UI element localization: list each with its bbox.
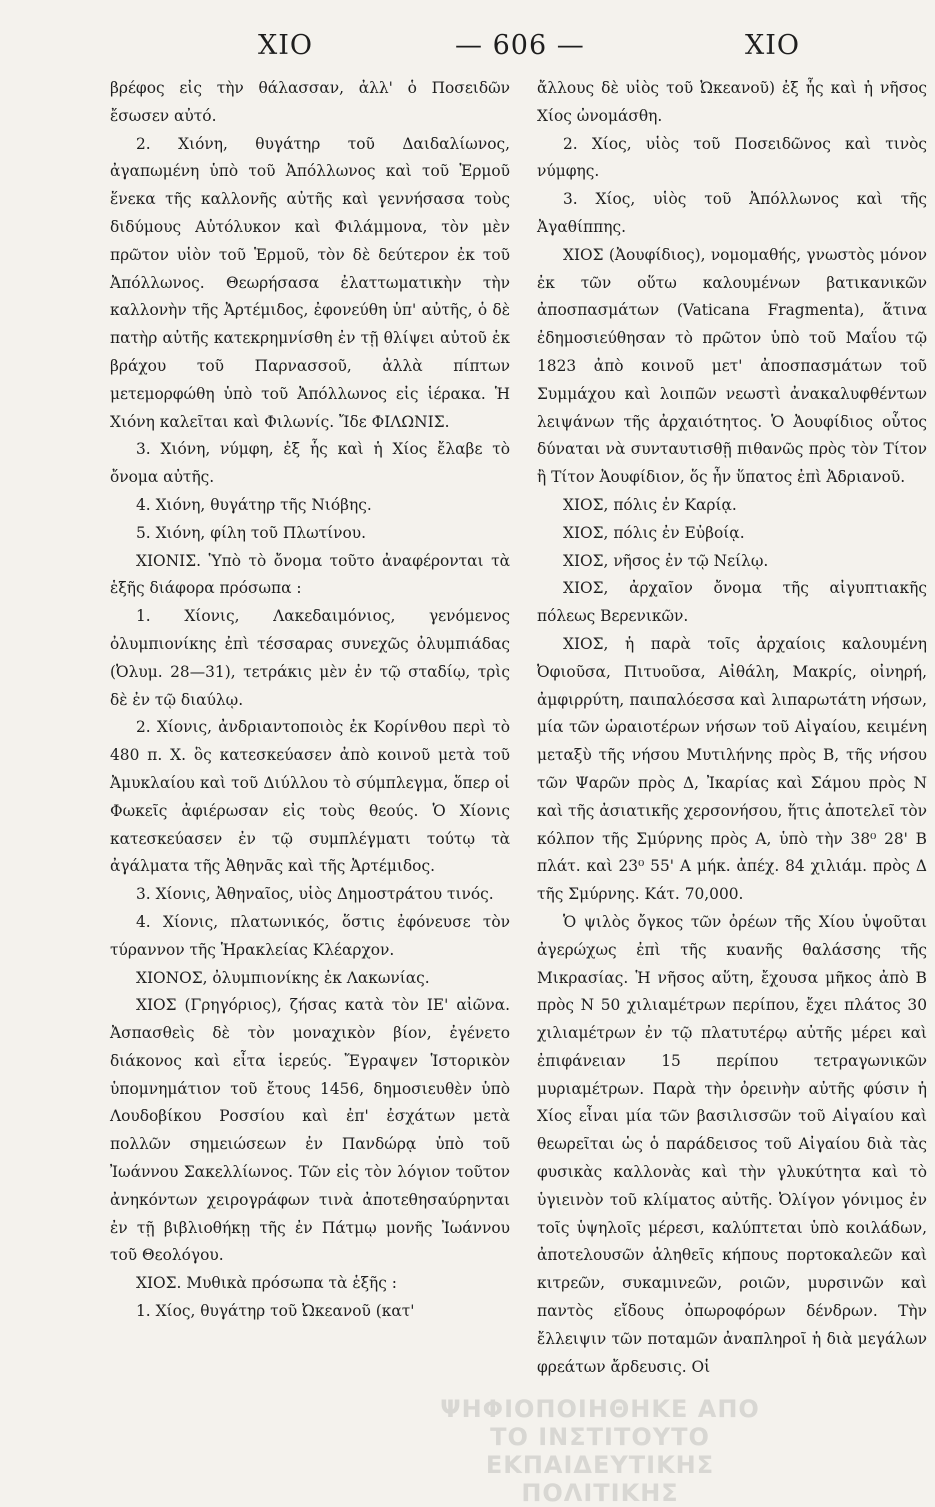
entry-chionis-2: 2. Χίονις, ἀνδριαντοποιὸς ἐκ Κορίνθου περὶ τὸ 480 π. Χ. ὃς κατεσκεύασεν ἀπὸ κοινοῦ μετὰ τοῦ Ἀμυκλαίου καὶ τοῦ Διύλλου τὸ σύμπλεγμα, ὅπερ οἱ Φωκεῖς ἀφιέρωσαν εἰς τοὺς θεούς. Ὁ Χίονις κατεσκεύασεν ἐν τῷ συμπλέγματι τούτῳ τὰ ἀγάλματα τῆς Ἀθηνᾶς καὶ τῆς Ἀρτέμιδος. [110, 718, 510, 876]
entry-chios-2: 2. Χίος, υἱὸς τοῦ Ποσειδῶνος καὶ τινὸς νύμφης. [537, 134, 927, 181]
entry-chios-island-description: Ὁ ψιλὸς ὄγκος τῶν ὀρέων τῆς Χίου ὑψοῦται ἀγερώχως ἐπὶ τῆς κυανῆς θαλάσσης τῆς Μικρασίας. Ἡ νῆσος αὕτη, ἔχουσα μῆκος ἀπὸ Β πρὸς Ν 50 χιλιαμέτρων περίπου, ἔχει πλάτος 30 χιλιαμέτρων ἐν τῷ πλατυτέρῳ αὐτῆς μέρει καὶ ἐπιφάνειαν 15 περίπου τετραγωνικῶν μυριαμέτρων. Παρὰ τὴν ὀρεινὴν αὐτῆς φύσιν ἡ Χίος εἶναι μία τῶν βασιλισσῶν τοῦ Αἰγαίου καὶ θεωρεῖται ὡς ὁ παράδεισος τοῦ Αἰγαίου διὰ τὰς φυσικὰς καλλονὰς καὶ τὴν γλυκύτητα καὶ τὸ ὑγιεινὸν τοῦ κλίματος αὐτῆς. Ὀλίγον γόνιμος ἐν τοῖς ὑψηλοῖς μέρεσι, καλύπτεται ὑπὸ κοιλάδων, ἀποτελουσῶν ἀληθεῖς κήπους πορτοκαλεῶν καὶ κιτρεῶν, συκαμινεῶν, ροιῶν, μυρσινῶν καὶ παντὸς εἴδους ὀπωροφόρων δένδρων. Τὴν ἔλλειψιν τῶν ποταμῶν ἀναπληροῖ ἡ διὰ μεγάλων φρεάτων ἄρδευσις. Οἱ [537, 912, 927, 1376]
entry-chios-3: 3. Χίος, υἱὸς τοῦ Ἀπόλλωνος καὶ τῆς Ἀγαθίππης. [537, 190, 927, 236]
entry-chios-euboea: ΧΙΟΣ, πόλις ἐν Εὐβοίᾳ. [563, 523, 745, 542]
page-number: — 606 — [455, 30, 585, 61]
entry-chionis: ΧΙΟΝΙΣ. Ὑπὸ τὸ ὄνομα τοῦτο ἀναφέρονται τὰ ἑξῆς διάφορα πρόσωπα : [110, 551, 510, 598]
entry-chionis-3: 3. Χίονις, Ἀθηναῖος, υἱὸς Δημοστράτου τινός. [136, 885, 494, 904]
entry-chios-island: ΧΙΟΣ, ἡ παρὰ τοῖς ἀρχαίοις καλουμένη Ὀφιοῦσα, Πιτυοῦσα, Αἰθάλη, Μακρίς, οἰνηρή, ἀμφιρρύτη, παιπαλόεσσα καὶ λιπαρωτάτη νήσων, μία τῶν ὡραιοτέρων νήσων τοῦ Αἰγαίου, κειμένη μεταξὺ τῆς νήσου Μυτιλήνης πρὸς Β, τῆς νήσου τῶν Ψαρῶν πρὸς Δ, Ἰκαρίας καὶ Σάμου πρὸς Ν καὶ τῆς ἀσιατικῆς χερσονήσου, ἥτις ἀποτελεῖ τὸν κόλπον τῆς Σμύρνης πρὸς Α, ὑπὸ τὴν 38⁰ 28' Β πλάτ. καὶ 23⁰ 55' Α μήκ. ἀπέχ. 84 χιλιάμ. πρὸς Δ τῆς Σμύρνης. Κάτ. 70,000. [537, 634, 927, 904]
entry-chionis-1: 1. Χίονις, Λακεδαιμόνιος, γενόμενος ὀλυμπιονίκης ἐπὶ τέσσαρας συνεχῶς ὀλυμπιάδας (Ὀλυμ. 28—31), τετράκις μὲν ἐν τῷ σταδίῳ, τρὶς δὲ ἐν τῷ διαύλῳ. [110, 607, 510, 709]
entry-chios-caria: ΧΙΟΣ, πόλις ἐν Καρίᾳ. [563, 495, 737, 514]
entry-chione-2: 2. Χιόνη, θυγάτηρ τοῦ Δαιδαλίωνος, ἀγαπωμένη ὑπὸ τοῦ Ἀπόλλωνος καὶ τοῦ Ἑρμοῦ ἕνεκα τῆς καλλονῆς αὐτῆς καὶ γεννήσασα τοὺς διδύμους Αὐτόλυκον καὶ Φιλάμμονα, τὸν μὲν πρῶτον υἱὸν τοῦ Ἑρμοῦ, τὸν δὲ δεύτερον ἐκ τοῦ Ἀπόλλωνος. Θεωρήσασα ἐλαττωματικὴν τὴν καλλονὴν τῆς Ἀρτέμιδος, ἐφονεύθη ὑπ' αὐτῆς, ὁ δὲ πατὴρ αὐτῆς κατεκρημνίσθη ἐν τῇ θλίψει αὐτοῦ ἐκ βράχου τοῦ Παρνασσοῦ, ἀλλὰ πίπτων μετεμορφώθη ὑπὸ τοῦ Ἀπόλλωνος εἰς ἱέρακα. Ἡ Χιόνη καλεῖται καὶ Φιλωνίς. Ἴδε ΦΙΛΩΝΙΣ. [110, 134, 510, 431]
entry-chionos: ΧΙΟΝΟΣ, ὀλυμπιονίκης ἐκ Λακωνίας. [136, 968, 430, 987]
running-head-left: ΧΙΟ [258, 30, 314, 61]
entry-chios-gregorios: ΧΙΟΣ (Γρηγόριος), ζήσας κατὰ τὸν ΙΕ' αἰῶνα. Ἀσπασθεὶς δὲ τὸν μοναχικὸν βίον, ἐγένετο διάκονος καὶ εἶτα ἱερεύς. Ἔγραψεν Ἱστορικὸν ὑπομνημάτιον τοῦ ἔτους 1456, δημοσιευθὲν ὑπὸ Λουδοβίκου Ροσσίου καὶ ἐπ' ἐσχάτων μετὰ πολλῶν σημειώσεων ἐν Πανδώρᾳ ὑπὸ τοῦ Ἰωάννου Σακελλίωνος. Τῶν εἰς τὸν λόγιον τοῦτον ἀνηκόντων χειρογράφων τινὰ ἀποτεθησαύρηνται ἐν τῇ βιβλιοθήκῃ τῆς ἐν Πάτμῳ μονῆς Ἰωάννου τοῦ Θεολόγου. [110, 996, 510, 1265]
entry-chione-4: 4. Χιόνη, θυγάτηρ τῆς Νιόβης. [136, 495, 372, 514]
right-column [537, 75, 927, 1381]
entry-chione-3: 3. Χιόνη, νύμφη, ἐξ ἧς καὶ ἡ Χίος ἔλαβε τὸ ὄνομα αὐτῆς. [110, 440, 510, 487]
entry-chios-berenice: ΧΙΟΣ, ἀρχαῖον ὄνομα τῆς αἰγυπτιακῆς πόλεως Βερενικῶν. [537, 579, 927, 626]
entry-chionis-4: 4. Χίονις, πλατωνικός, ὅστις ἐφόνευσε τὸν τύραννον τῆς Ἡρακλείας Κλέαρχον. [110, 912, 510, 959]
entry-chione-5: 5. Χιόνη, φίλη τοῦ Πλωτίνου. [136, 523, 367, 542]
entry-chios-1: 1. Χίος, θυγάτηρ τοῦ Ὠκεανοῦ (κατ' [136, 1302, 415, 1321]
running-head-right: ΧΙΟ [745, 30, 801, 61]
left-column [110, 75, 510, 1326]
entry-continuation: ἄλλους δὲ υἱὸς τοῦ Ὠκεανοῦ) ἐξ ἧς καὶ ἡ νῆσος Χίος ὠνομάσθη. [537, 79, 927, 125]
running-head [0, 30, 935, 70]
entry-chios-nile: ΧΙΟΣ, νῆσος ἐν τῷ Νείλῳ. [563, 551, 769, 570]
digitization-watermark: ΨΗΦΙΟΠΟΙΗΘΗΚΕ ΑΠΟ ΤΟ ΙΝΣΤΙΤΟΥΤΟ ΕΚΠΑΙΔΕΥΤΙΚΗΣ ΠΟΛΙΤΙΚΗΣ [440, 1395, 760, 1507]
entry-chios-mythical: ΧΙΟΣ. Μυθικὰ πρόσωπα τὰ ἑξῆς : [136, 1274, 397, 1293]
entry-chios-aufidios: ΧΙΟΣ (Ἀουφίδιος), νομομαθής, γνωστὸς μόνον ἐκ τῶν οὕτω καλουμένων βατικανικῶν ἀποσπασμάτων (Vaticana Fragmenta), ἅτινα ἐδημοσιεύθησαν τὸ πρῶτον ὑπὸ τοῦ Μαΐου τῷ 1823 ἀπὸ κοινοῦ μετ' ἀποσπασμάτων τοῦ Συμμάχου καὶ λοιπῶν νεωστὶ ἀνακαλυφθέντων λειψάνων τῆς ἀρχαιότητος. Ὁ Ἀουφίδιος οὗτος δύναται νὰ συνταυτισθῇ πιθανῶς πρὸς τὸν Τίτον ἢ Τίτον Ἀουφίδιον, ὅς ἦν ὕπατος ἐπὶ Ἀδριανοῦ. [537, 245, 927, 487]
entry-continuation: βρέφος εἰς τὴν θάλασσαν, ἀλλ' ὁ Ποσειδῶν ἔσωσεν αὐτό. [110, 79, 510, 125]
